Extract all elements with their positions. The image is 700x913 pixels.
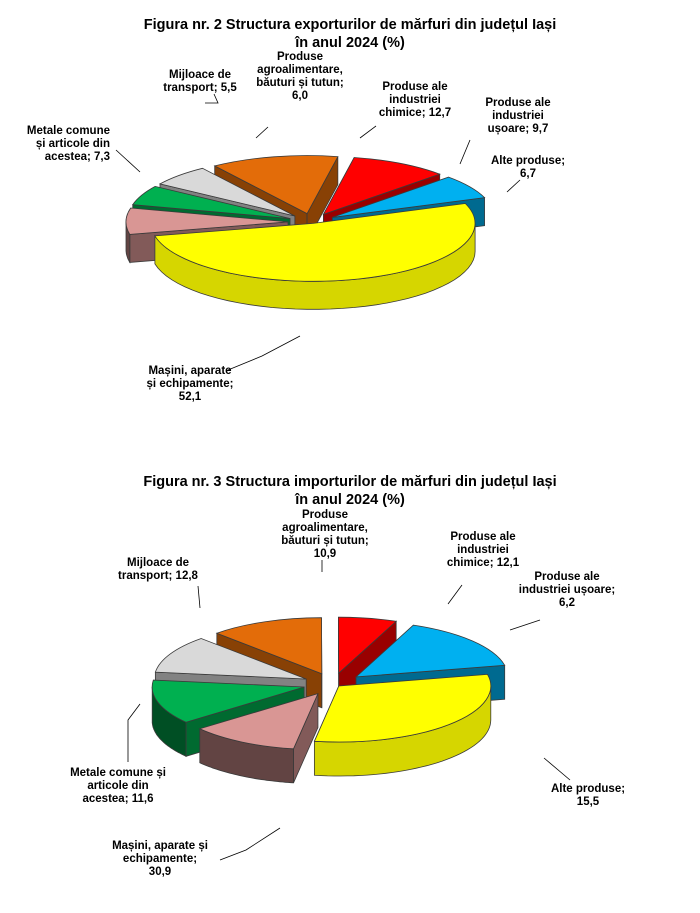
export-leader-line-2 <box>205 94 218 103</box>
import-data-label-3: Produse agroalimentare, băuturi și tutun; 10,9 <box>281 509 369 560</box>
export-leader-line-0 <box>228 336 300 370</box>
import-leader-line-1 <box>128 704 140 762</box>
import-title-line1: Figura nr. 3 Structura importurilor de mărfuri din județul Iași <box>143 474 557 490</box>
import-leader-line-6 <box>544 758 570 780</box>
import-data-label-0: Mașini, aparate și echipamente; 30,9 <box>112 840 208 878</box>
export-data-label-5: Produse ale industriei ușoare; 9,7 <box>485 97 551 135</box>
export-data-label-3: Produse agroalimentare, băuturi și tutun; 6,0 <box>256 51 344 102</box>
import-pie-chart <box>0 460 700 913</box>
export-leader-line-6 <box>507 180 520 192</box>
import-data-label-5: Produse ale industriei ușoare; 6,2 <box>518 571 616 609</box>
export-leader-line-1 <box>116 150 140 172</box>
export-data-label-6: Alte produse; 6,7 <box>490 155 566 180</box>
export-data-label-1: Metale comune și articole din acestea; 7,3 <box>26 125 110 163</box>
export-figure <box>0 0 700 440</box>
import-pie-slice-0 <box>314 674 490 776</box>
export-pie-chart <box>0 0 700 440</box>
export-leader-line-5 <box>460 140 470 164</box>
import-data-label-6: Alte produse; 15,5 <box>550 783 626 808</box>
export-title-line1: Figura nr. 2 Structura exporturilor de mărfuri din județul Iași <box>143 17 557 33</box>
export-data-label-0: Mașini, aparate și echipamente; 52,1 <box>146 365 234 403</box>
import-figure <box>0 460 700 913</box>
export-data-label-2: Mijloace de transport; 5,5 <box>163 69 237 94</box>
import-data-label-2: Mijloace de transport; 12,8 <box>118 557 198 582</box>
export-leader-line-3 <box>256 127 268 138</box>
export-leader-line-4 <box>360 126 376 138</box>
import-leader-line-5 <box>510 620 540 630</box>
export-title-line2: în anul 2024 (%) <box>295 35 405 51</box>
import-leader-line-4 <box>448 585 462 604</box>
import-title-line2: în anul 2024 (%) <box>295 492 405 508</box>
import-leader-line-0 <box>220 828 280 860</box>
export-data-label-4: Produse ale industriei chimice; 12,7 <box>378 81 452 119</box>
import-leader-line-2 <box>198 586 200 608</box>
import-data-label-4: Produse ale industriei chimice; 12,1 <box>446 531 520 569</box>
import-data-label-1: Metale comune și articole din acestea; 11,6 <box>70 767 166 805</box>
